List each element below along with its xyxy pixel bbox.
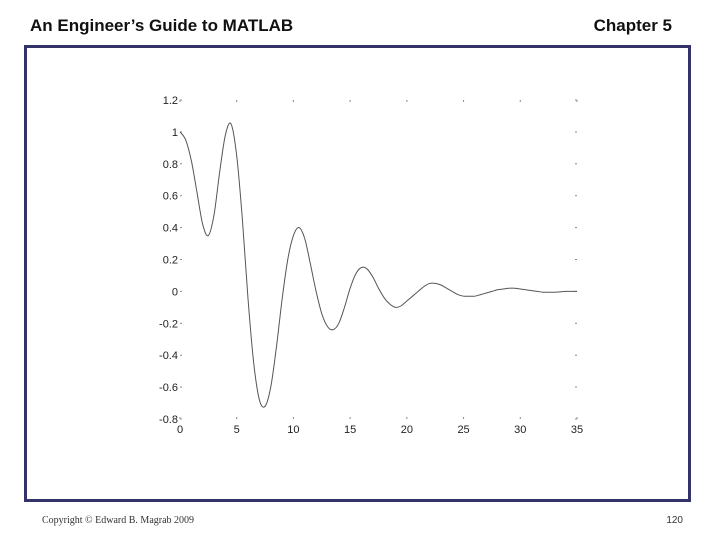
y-tick-label: 0.6 [162,190,178,203]
x-tick-label: 5 [233,424,240,436]
x-tick-label: 20 [400,424,413,436]
y-tick-label: 0 [171,286,178,299]
x-tick-label: 10 [287,424,300,436]
y-tick-label: 0.8 [162,158,178,171]
x-tick-label: 25 [457,424,470,436]
chapter-label: Chapter 5 [593,16,672,35]
x-tick-label: 15 [344,424,357,436]
x-tick-label: 0 [176,424,184,436]
series-line [180,123,577,407]
copyright-text: Copyright © Edward B. Magrab 2009 [42,515,195,526]
y-tick-label: -0.6 [159,382,178,395]
y-tick-label: 0.2 [162,254,178,267]
y-tick-label: 0.4 [162,222,178,235]
x-tick-label: 30 [514,424,527,436]
y-tick-label: 1.2 [162,95,178,107]
x-tick-label: 35 [570,424,584,436]
y-tick-label: 1 [171,126,178,139]
slide-title: An Engineer’s Guide to MATLAB [30,16,294,35]
y-tick-label: -0.8 [159,414,178,426]
page-number: 120 [666,515,683,526]
y-tick-label: -0.4 [159,350,178,363]
y-tick-label: -0.2 [159,318,178,331]
